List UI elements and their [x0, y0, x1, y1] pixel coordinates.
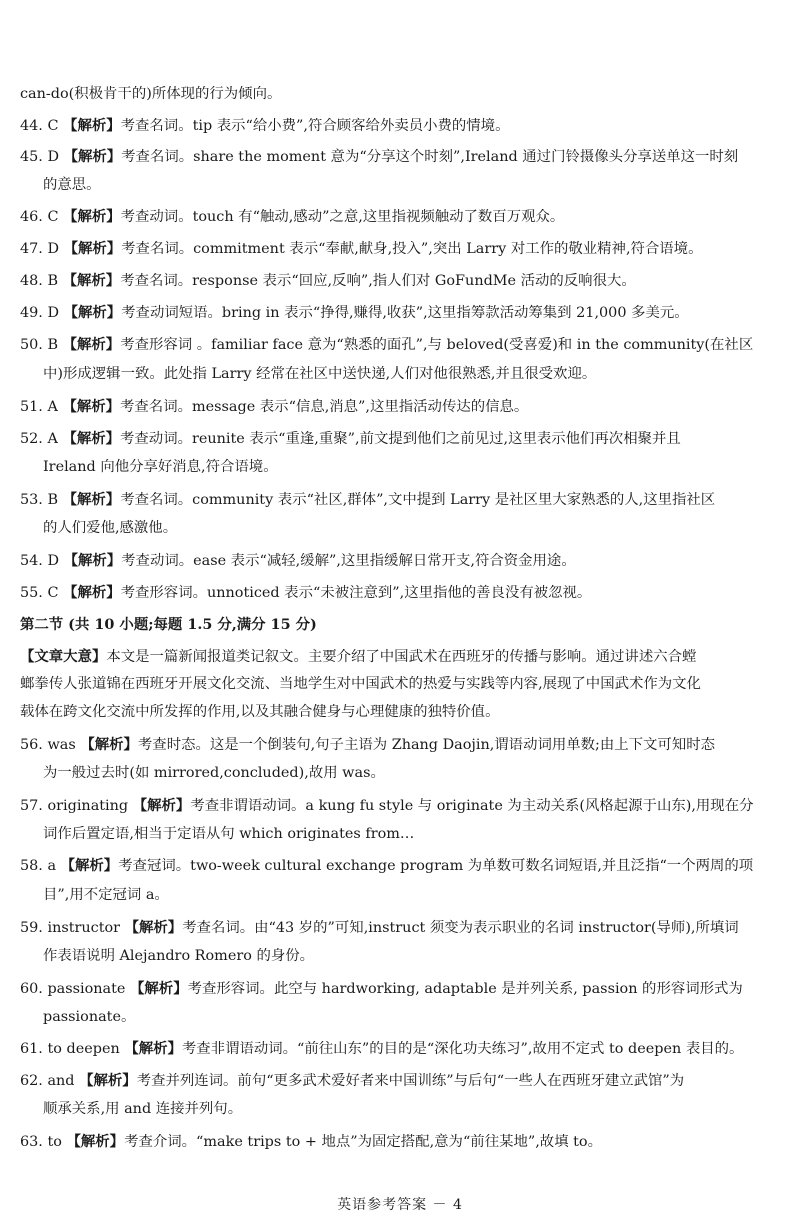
answer-label: 55. C — [20, 585, 64, 601]
analysis-text: 考查名词。community 表示“社区,群体”,文中提到 Larry 是社区里大家熟悉的人,这里指社区 — [120, 492, 716, 508]
answer-item — [20, 116, 780, 136]
answer-item — [20, 335, 780, 355]
answer-label: 51. A — [20, 399, 63, 415]
analysis-tag: 【解析】 — [63, 304, 122, 321]
answer-label: 46. C — [20, 209, 64, 225]
analysis-text: 考查名词。response 表示“回应,反响”,指人们对 GoFundMe 活动的反响很大。 — [120, 273, 636, 289]
analysis-text: 考查动词短语。bring in 表示“挣得,赚得,收获”,这里指筹款活动筹集到 21,000 多美元。 — [121, 305, 689, 321]
answer-label: 62. and — [20, 1073, 80, 1089]
continuation-line: Ireland 向他分享好消息,符合语境。 — [43, 459, 278, 475]
answer-item — [20, 207, 780, 227]
continuation-line: 作表语说明 Alejandro Romero 的身份。 — [43, 948, 315, 964]
analysis-text: 考查名词。message 表示“信息,消息”,这里指活动传达的信息。 — [120, 399, 529, 415]
analysis-tag: 【解析】 — [132, 797, 191, 814]
analysis-tag: 【解析】 — [63, 208, 121, 225]
analysis-text: 考查时态。这是一个倒装句,句子主语为 Zhang Daojin,谓语动词用单数;由上下文可知时态 — [137, 737, 715, 753]
answer-item — [20, 397, 780, 417]
continuation-line: 的意思。 — [43, 177, 101, 193]
answer-label: 49. D — [20, 305, 64, 321]
continuation-line: can-do(积极肯干的)所体现的行为倾向。 — [20, 86, 282, 102]
page-footer: 英语参考答案 － 4 — [337, 1197, 463, 1213]
answer-label: 48. B — [20, 273, 63, 289]
answer-item — [20, 239, 780, 259]
summary-line: 载体在跨文化交流中所发挥的作用,以及其融合健身与心理健康的独特价值。 — [20, 704, 500, 720]
answer-label: 59. instructor — [20, 920, 125, 936]
answer-label: 47. D — [20, 241, 64, 257]
answer-label: 50. B — [20, 337, 63, 353]
analysis-tag: 【解析】 — [66, 1133, 125, 1150]
answer-label: 56. was — [20, 737, 81, 753]
analysis-text: 考查非谓语动词。“前往山东”的目的是“深化功夫练习”,故用不定式 to deepen 表目的。 — [181, 1041, 744, 1057]
continuation-line: 词作后置定语,相当于定语从句 which originates from… — [43, 826, 415, 842]
analysis-tag: 【解析】 — [130, 980, 188, 997]
analysis-text: 考查名词。tip 表示“给小费”,符合顾客给外卖员小费的情境。 — [120, 118, 510, 134]
summary-tag: 【文章大意】 — [20, 648, 107, 665]
continuation-line: 顺承关系,用 and 连接并列句。 — [43, 1101, 243, 1117]
analysis-tag: 【解析】 — [63, 117, 121, 134]
answer-label: 63. to — [20, 1134, 67, 1150]
analysis-text: 考查形容词。此空与 hardworking, adaptable 是并列关系, passion 的形容词形式为 — [187, 981, 743, 997]
answer-label: 45. D — [20, 149, 64, 165]
analysis-tag: 【解析】 — [80, 736, 138, 753]
analysis-tag: 【解析】 — [60, 857, 119, 874]
analysis-tag: 【解析】 — [62, 272, 121, 289]
answer-item — [20, 1071, 780, 1091]
answer-item — [20, 979, 780, 999]
continuation-line: 的人们爱他,感激他。 — [43, 520, 178, 536]
answer-item — [20, 918, 780, 938]
analysis-text: 考查动词。touch 有“触动,感动”之意,这里指视频触动了数百万观众。 — [120, 209, 565, 225]
answer-label: 60. passionate — [20, 981, 131, 997]
analysis-text: 考查动词。ease 表示“减轻,缓解”,这里指缓解日常开支,符合资金用途。 — [121, 553, 576, 569]
analysis-tag: 【解析】 — [62, 491, 121, 508]
answer-label: 52. A — [20, 431, 63, 447]
analysis-tag: 【解析】 — [62, 336, 121, 353]
analysis-tag: 【解析】 — [79, 1072, 137, 1089]
analysis-tag: 【解析】 — [63, 552, 122, 569]
answer-item — [20, 796, 780, 816]
answer-label: 53. B — [20, 492, 63, 508]
answer-item — [20, 303, 780, 323]
analysis-text: 考查名词。由“43 岁的”可知,instruct 须变为表示职业的名词 instructor(导师),所填词 — [182, 920, 739, 936]
analysis-text: 考查名词。share the moment 意为“分享这个时刻”,Ireland 通过门铃摄像头分享送单这一时刻 — [121, 149, 739, 165]
answer-item — [20, 1039, 780, 1059]
answer-item — [20, 271, 780, 291]
answer-label: 58. a — [20, 858, 61, 874]
answer-item — [20, 856, 780, 876]
analysis-tag: 【解析】 — [62, 398, 121, 415]
summary-line — [20, 647, 780, 667]
analysis-tag: 【解析】 — [63, 240, 122, 257]
answer-item — [20, 583, 780, 603]
analysis-text: 考查名词。commitment 表示“奉献,献身,投入”,突出 Larry 对工作的敬业精神,符合语境。 — [121, 241, 703, 257]
analysis-tag: 【解析】 — [124, 1040, 182, 1057]
analysis-tag: 【解析】 — [63, 584, 121, 601]
analysis-text: 考查介词。“make trips to + 地点”为固定搭配,意为“前往某地”,故填 to。 — [124, 1134, 602, 1150]
answer-label: 61. to deepen — [20, 1041, 125, 1057]
answer-label: 54. D — [20, 553, 64, 569]
answer-item — [20, 147, 780, 167]
section-heading: 第二节 (共 10 小题;每题 1.5 分,满分 15 分) — [20, 616, 317, 633]
continuation-line: passionate。 — [43, 1009, 136, 1025]
analysis-tag: 【解析】 — [63, 148, 122, 165]
continuation-line: 目”,用不定冠词 a。 — [43, 887, 169, 903]
answer-item — [20, 1132, 780, 1152]
analysis-text: 考查并列连词。前句“更多武术爱好者来中国训练”与后句“一些人在西班牙建立武馆”为 — [136, 1073, 685, 1089]
summary-text: 本文是一篇新闻报道类记叙文。主要介绍了中国武术在西班牙的传播与影响。通过讲述六合螳 — [106, 649, 697, 665]
answer-label: 44. C — [20, 118, 64, 134]
analysis-text: 考查形容词。unnoticed 表示“未被注意到”,这里指他的善良没有被忽视。 — [120, 585, 592, 601]
analysis-text: 考查动词。reunite 表示“重逢,重聚”,前文提到他们之前见过,这里表示他们再次相聚并且 — [120, 431, 681, 447]
analysis-tag: 【解析】 — [124, 919, 183, 936]
analysis-tag: 【解析】 — [62, 430, 121, 447]
analysis-text: 考查形容词 。familiar face 意为“熟悉的面孔”,与 beloved(受喜爱)和 in the community(在社区 — [120, 337, 754, 353]
continuation-line: 中)形成逻辑一致。此处指 Larry 经常在社区中送快递,人们对他很熟悉,并且很受欢迎。 — [43, 366, 597, 382]
analysis-text: 考查非谓语动词。a kung fu style 与 originate 为主动关系(风格起源于山东),用现在分 — [190, 798, 754, 814]
continuation-line: 为一般过去时(如 mirrored,concluded),故用 was。 — [43, 765, 385, 781]
analysis-text: 考查冠词。two-week cultural exchange program 为单数可数名词短语,并且泛指“一个两周的项 — [118, 858, 754, 874]
answer-label: 57. originating — [20, 798, 133, 814]
answer-item — [20, 490, 780, 510]
answer-item — [20, 735, 780, 755]
answer-item — [20, 429, 780, 449]
answer-item — [20, 551, 780, 571]
summary-line: 螂拳传人张道锦在西班牙开展文化交流、当地学生对中国武术的热爱与实践等内容,展现了中国武术作为文化 — [20, 676, 701, 692]
